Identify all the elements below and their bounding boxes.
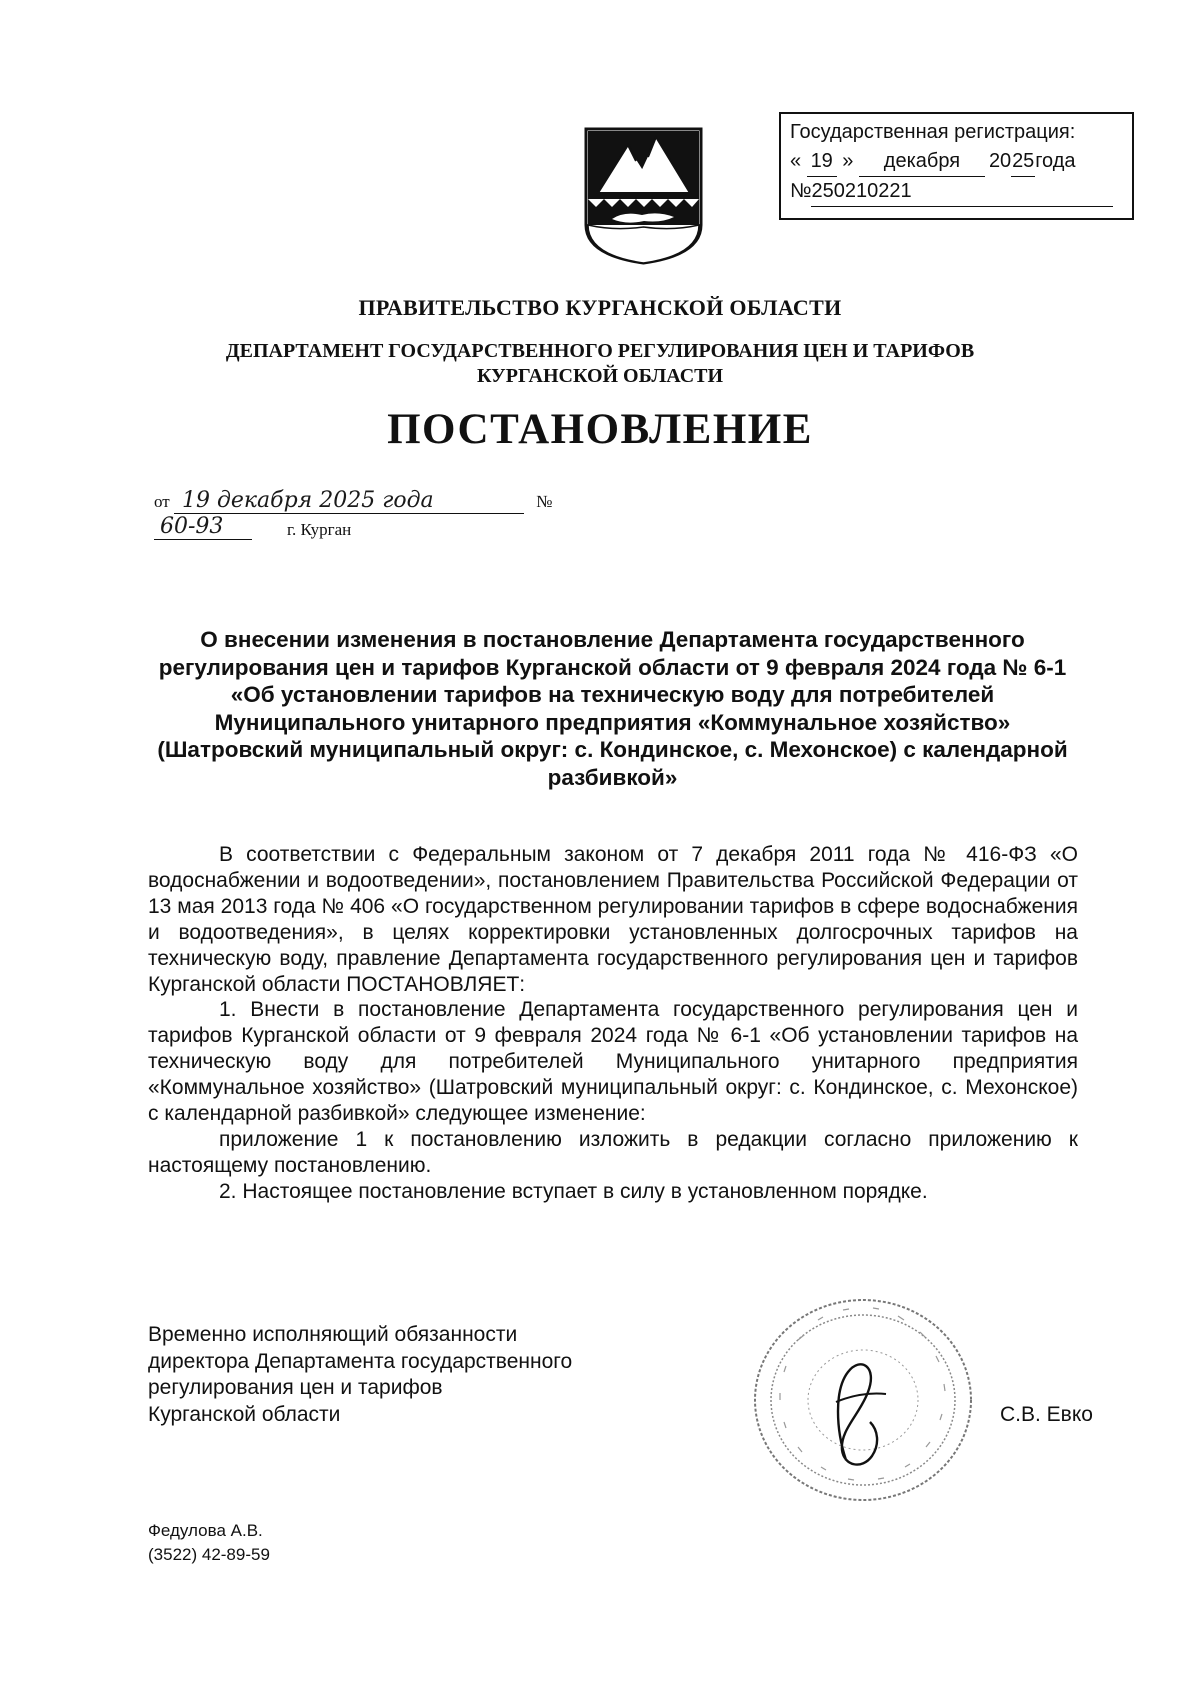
item-1-detail-paragraph: приложение 1 к постановлению изложить в редакции согласно приложению к настоящему постановлению.: [148, 1127, 1078, 1177]
government-title: ПРАВИТЕЛЬСТВО КУРГАНСКОЙ ОБЛАСТИ: [358, 295, 842, 320]
department-title: ДЕПАРТАМЕНТ ГОСУДАРСТВЕННОГО РЕГУЛИРОВАНИЯ ЦЕН И ТАРИФОВ КУРГАНСКОЙ ОБЛАСТИ: [225, 340, 975, 387]
registration-month: декабря: [859, 147, 985, 177]
item-1-paragraph: 1. Внести в постановление Департамента государственного регулирования цен и тарифов Курганской области от 9 февраля 2024 года № 6-1 «Об установлении тарифов на техническую воду для потребителей Муниципального унитарного предприятия «Коммунальное хозяйство» (Шатровский муниципальный округ: с. Кондинское, с. Мехонское) с календарной разбивкой» следующее изменение:: [148, 998, 1078, 1126]
number-handwritten: 60-93: [154, 514, 252, 540]
document-type: ПОСТАНОВЛЕНИЕ: [387, 406, 813, 453]
registration-day: 19: [807, 147, 837, 177]
registration-number: №250210221: [790, 177, 1122, 207]
number-label: №: [536, 492, 553, 511]
signatory-position: Временно исполняющий обязанности директора Департамента государственного регулирования цен и тарифов Курганской области: [148, 1323, 573, 1426]
city: г. Курган: [287, 520, 352, 539]
registration-title: Государственная регистрация:: [790, 121, 1076, 143]
executor-phone: (3522) 42-89-59: [148, 1545, 270, 1564]
item-2-paragraph: 2. Настоящее постановление вступает в силу в установленном порядке.: [219, 1179, 928, 1203]
document-subject: О внесении изменения в постановление Департамента государственного регулирования цен и тарифов Курганской области от 9 февраля 2024 года № 6-1 «Об установлении тарифов на техническую воду для потребителей Муниципального унитарного предприятия «Коммунальное хозяйство» (Шатровский муниципальный округ: с. Кондинское, с. Мехонское) с календарной разбивкой»: [157, 627, 1068, 790]
coat-of-arms-icon: [584, 127, 703, 265]
official-seal-icon: [738, 1280, 988, 1520]
date-handwritten: 19 декабря 2025 года: [174, 488, 524, 514]
registration-stamp: [779, 112, 1134, 220]
preamble-paragraph: В соответствии с Федеральным законом от 7 декабря 2011 года № 416-ФЗ «О водоснабжении и водоотведении», постановлением Правительства Российской Федерации от 13 мая 2013 года № 406 «О государственном регулировании тарифов в сфере водоснабжения и водоотведения», в целях корректировки установленных долгосрочных тарифов на техническую воду, правление Департамента государственного регулирования цен и тарифов Курганской области ПОСТАНОВЛЯЕТ:: [148, 843, 1078, 996]
signer-name: С.В. Евко: [1000, 1403, 1093, 1426]
from-label: от: [154, 492, 170, 511]
registration-date: « 19 » декабря 2025года: [790, 147, 1122, 177]
executor-contact: [148, 1519, 270, 1567]
registration-year: 25: [1011, 147, 1035, 177]
executor-name: Федулова А.В.: [148, 1521, 263, 1540]
registration-number-value: 250210221: [811, 177, 1113, 207]
document-body: [148, 842, 1078, 1205]
